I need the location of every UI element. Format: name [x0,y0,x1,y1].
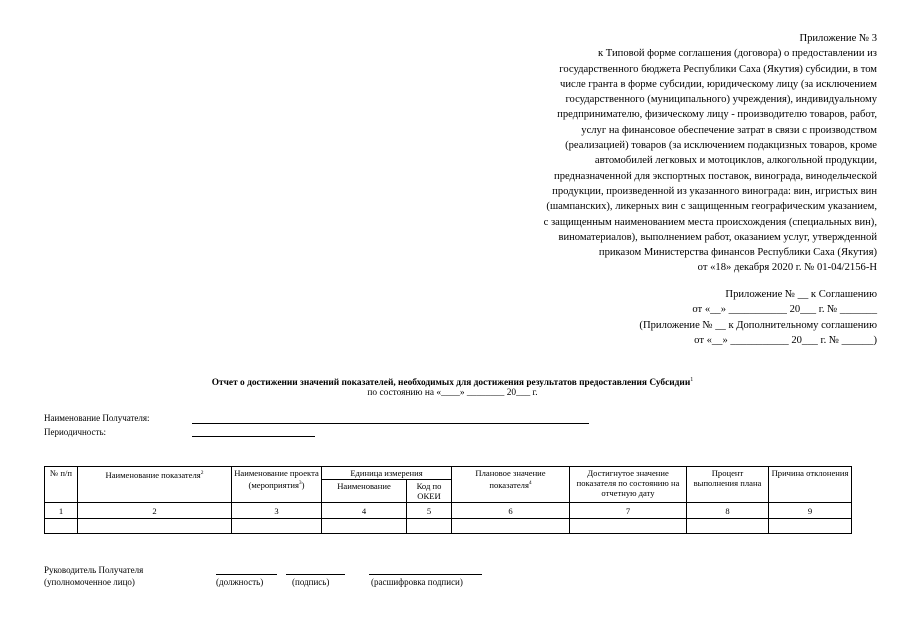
signature-decode-input-line[interactable] [369,574,482,575]
table-cell[interactable] [407,519,452,534]
periodicity-input-line[interactable] [192,436,315,437]
header-reason: Причина отклонения [769,467,852,503]
agreement-line: от «__» ___________ 20___ г. № _______ [692,304,877,316]
appendix-line: Приложение № 3 [799,33,877,44]
header-unit: Единица измерения [322,467,452,480]
appendix-header [437,31,877,276]
periodicity-label: Периодичность: [44,427,107,437]
appendix-line: (шампанских), ликерных вин с защищенным географическим указанием, [546,201,877,213]
table-cell[interactable] [687,519,769,534]
column-number: 4 [322,503,407,519]
column-number: 9 [769,503,852,519]
signature-caption: (подпись) [292,577,330,587]
header-indicator [78,467,232,503]
footnote-mark: 3 [298,480,302,486]
appendix-line: автомобилей легковых и мотоциклов, алкогольной продукции, [594,155,877,167]
appendix-line: числе гранта в форме субсидии, юридическому лицу (за исключением [560,78,877,90]
appendix-line: государственного бюджета Республики Саха (Якутия) субсидии, в том [559,63,877,75]
position-input-line[interactable] [216,574,277,575]
column-number: 5 [407,503,452,519]
footnote-mark: 1 [690,377,694,383]
column-number: 1 [45,503,78,519]
appendix-line: продукции, произведенной из указанного винограда: вин, игристых вин [552,185,877,197]
appendix-line: предназначенной для экспортных поставок, винограда, винодельческой [554,170,877,182]
header-percent: Процент выполнения плана [687,467,769,503]
appendix-line: приказом Министерства финансов Республики Саха (Якутия) [598,247,877,259]
header-unit-code: Код по ОКЕИ [407,480,452,503]
header-plan-text: Плановое значение показателя [475,468,546,490]
table-cell[interactable] [45,519,78,534]
column-number: 3 [232,503,322,519]
report-date-line: по состоянию на «____» ________ 20___ г. [367,388,538,398]
column-number: 7 [570,503,687,519]
table-cell[interactable] [322,519,407,534]
appendix-line: предпринимателю, физическому лицу - производителю товаров, работ, [557,109,877,121]
column-number: 2 [78,503,232,519]
table-cell[interactable] [570,519,687,534]
header-project [232,467,322,503]
appendix-line: государственного (муниципального) учреждения), индивидуальному [565,94,877,106]
signature-input-line[interactable] [286,574,345,575]
header-indicator-text: Наименование показателя [105,469,201,480]
column-number: 8 [687,503,769,519]
recipient-label: Наименование Получателя: [44,413,150,423]
recipient-input-line[interactable] [192,423,589,424]
header-actual: Достигнутое значение показателя по состоянию на отчетную дату [570,467,687,503]
appendix-line: к Типовой форме соглашения (договора) о предоставлении из [598,48,877,60]
table-row [45,519,852,534]
position-caption: (должность) [216,577,264,587]
header-num: № п/п [45,467,78,503]
agreement-line: от «__» ___________ 20___ г. № ______) [694,334,877,346]
appendix-line: услуг на финансовое обеспечение затрат в связи с производством [581,124,877,136]
agreement-line: Приложение № __ к Соглашению [725,289,877,300]
footnote-mark: 2 [200,470,204,476]
indicators-table [44,466,852,534]
table-cell[interactable] [452,519,570,534]
column-number-row [45,503,852,519]
appendix-line: от «18» декабря 2020 г. № 01-04/2156-Н [697,262,877,274]
table-cell[interactable] [232,519,322,534]
column-number: 6 [452,503,570,519]
authorized-person-label: (уполномоченное лицо) [44,577,135,587]
appendix-line: виноматериалов), выполнением работ, оказанием услуг, утвержденной [558,231,877,243]
header-project-text: ) [301,479,305,490]
appendix-line: с защищенным наименованием места происхождения (специальных вин), [543,216,877,228]
table-cell[interactable] [78,519,232,534]
report-title-text: Отчет о достижении значений показателей, необходимых для достижения результатов предоставления Субсидии [211,378,691,389]
head-label: Руководитель Получателя [44,565,144,575]
appendix-line: (реализацией) товаров (за исключением подакцизных товаров, кроме [565,140,877,152]
header-project-text: (мероприятия [248,479,299,490]
agreement-line: (Приложение № __ к Дополнительному соглашению [639,319,877,331]
table-header-row [45,467,852,480]
signature-decode-caption: (расшифровка подписи) [371,577,463,587]
footnote-mark: 4 [528,480,532,486]
agreement-reference [547,287,877,348]
header-unit-name: Наименование [322,480,407,503]
header-plan [452,467,570,503]
header-project-text: Наименование проекта [234,468,319,478]
table-cell[interactable] [769,519,852,534]
